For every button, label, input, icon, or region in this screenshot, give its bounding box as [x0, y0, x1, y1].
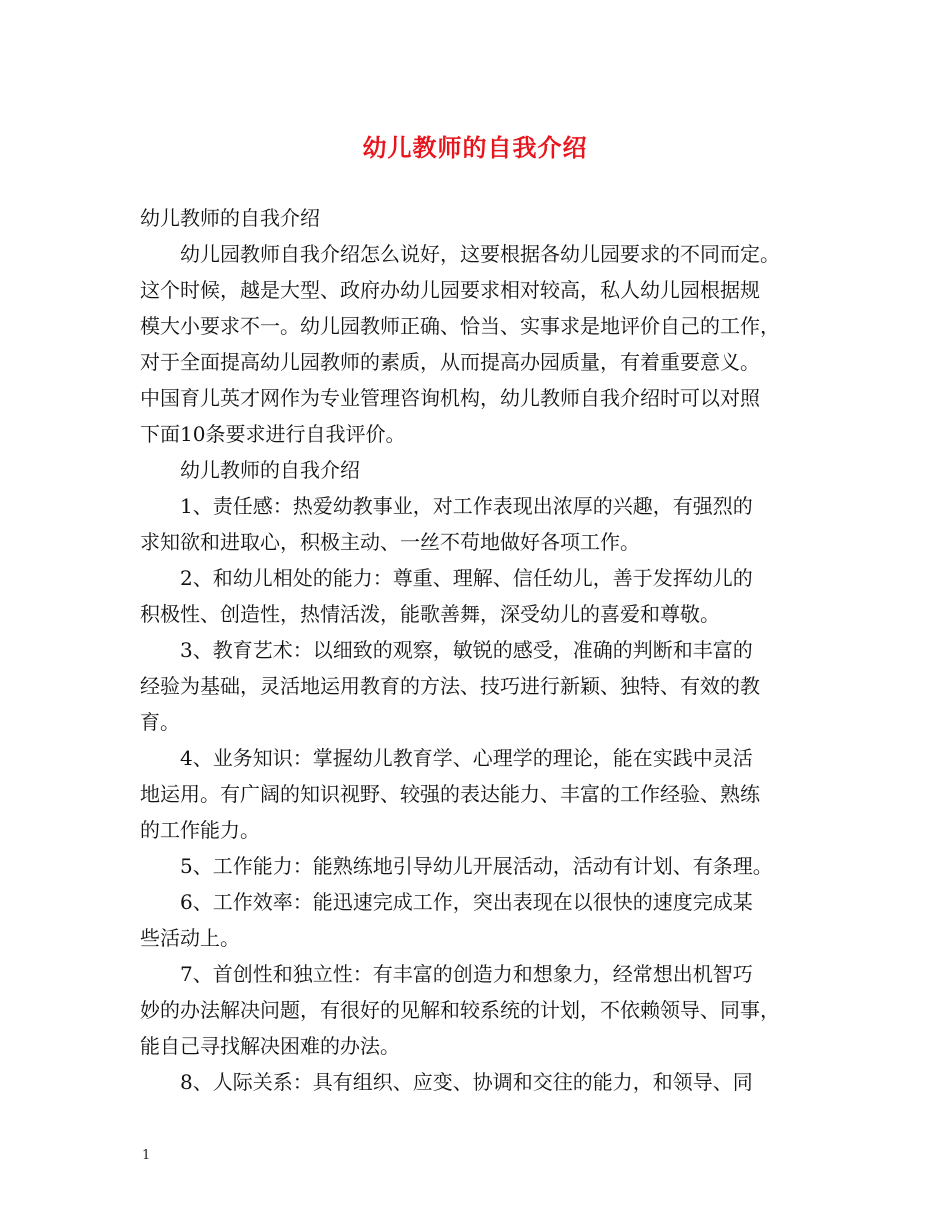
paragraph-item-1: 1、责任感：热爱幼教事业，对工作表现出浓厚的兴趣，有强烈的 求知欲和进取心，积极主动、一丝不苟地做好各项工作。	[140, 494, 753, 554]
paragraph-item-8: 8、人际关系：具有组织、应变、协调和交往的能力，和领导、同	[180, 1070, 753, 1094]
paragraph-subheading: 幼儿教师的自我介绍	[180, 458, 360, 482]
paragraph-item-5: 5、工作能力：能熟练地引导幼儿开展活动，活动有计划、有条理。	[180, 854, 773, 878]
paragraph-item-4: 4、业务知识：掌握幼儿教育学、心理学的理论，能在实践中灵活 地运用。有广阔的知识视野、较强的表达能力、丰富的工作经验、熟练 的工作能力。	[140, 746, 760, 842]
paragraph-item-6: 6、工作效率：能迅速完成工作，突出表现在以很快的速度完成某 些活动上。	[140, 890, 753, 950]
document-body	[140, 200, 830, 1100]
paragraph-item-3: 3、教育艺术：以细致的观察，敏锐的感受，准确的判断和丰富的 经验为基础，灵活地运用教育的方法、技巧进行新颖、独特、有效的教 育。	[140, 638, 760, 734]
document-title: 幼儿教师的自我介绍	[362, 133, 588, 162]
paragraph-intro: 幼儿园教师自我介绍怎么说好，这要根据各幼儿园要求的不同而定。 这个时候，越是大型、政府办幼儿园要求相对较高，私人幼儿园根据规 模大小要求不一。幼儿园教师正确、恰当、实事求是地评价自己的工作， 对于全面提高幼儿园教师的素质，从而提高办园质量，有着重要意义。 中国育儿英才网作为专业管理咨询机构，幼儿教师自我介绍时可以对照 下面10条要求进行自我评价。	[140, 242, 780, 446]
paragraph-heading: 幼儿教师的自我介绍	[140, 206, 320, 230]
paragraph-item-2: 2、和幼儿相处的能力：尊重、理解、信任幼儿，善于发挥幼儿的 积极性、创造性，热情活泼，能歌善舞，深受幼儿的喜爱和尊敬。	[140, 566, 753, 626]
paragraph-item-7: 7、首创性和独立性：有丰富的创造力和想象力，经常想出机智巧 妙的办法解决问题，有很好的见解和较系统的计划，不依赖领导、同事， 能自己寻找解决困难的办法。	[140, 962, 780, 1058]
page-number: 1	[142, 1148, 151, 1163]
